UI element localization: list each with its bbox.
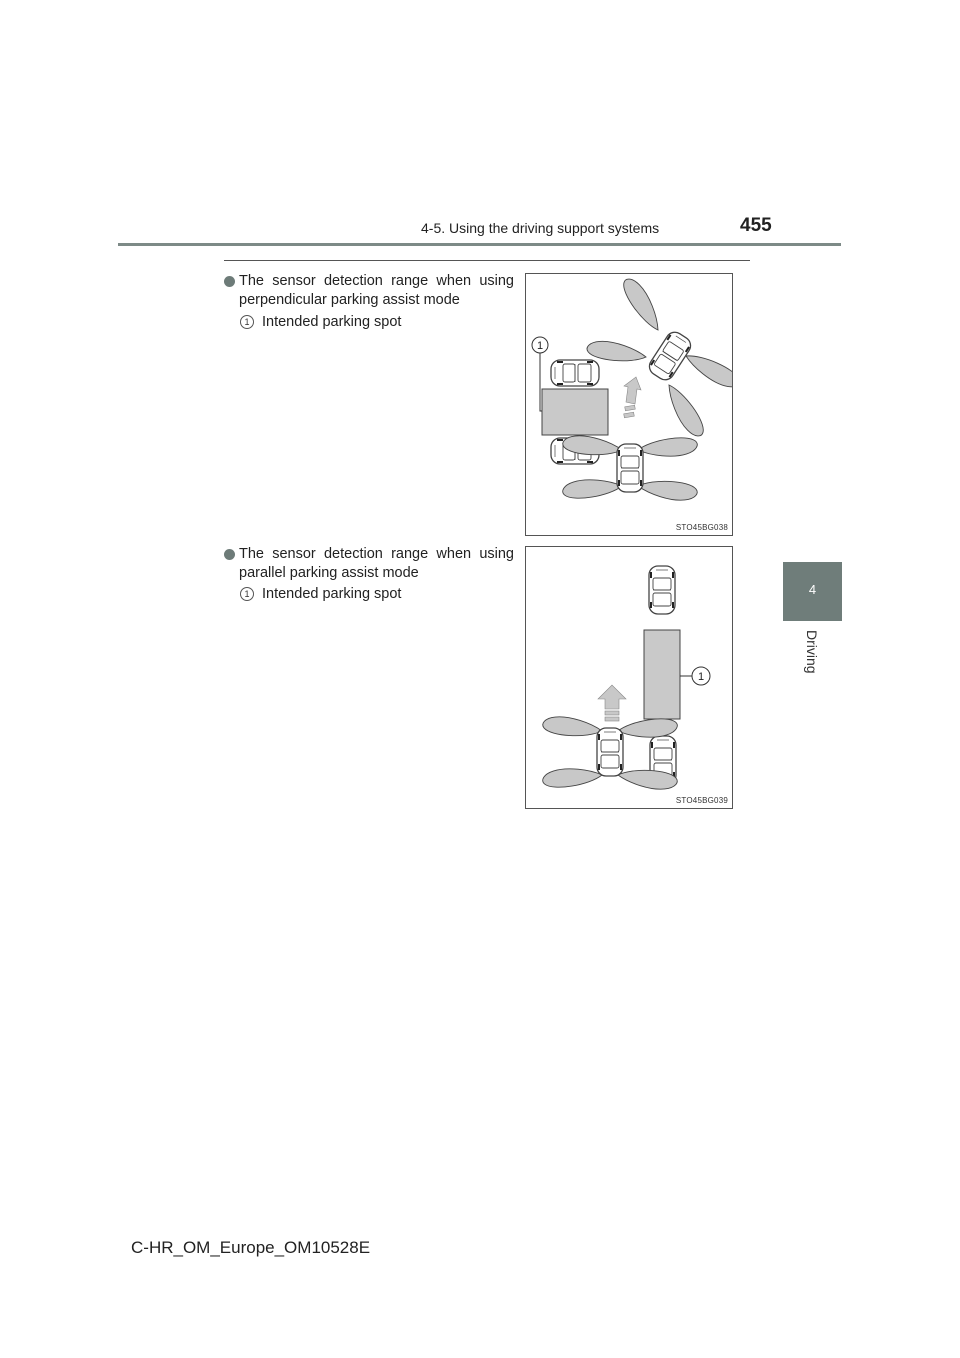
own-vehicle — [597, 728, 623, 776]
own-vehicle — [617, 444, 643, 492]
figure-perpendicular — [525, 273, 733, 536]
header-rule — [118, 243, 841, 246]
bullet-perpendicular — [224, 272, 514, 310]
section-header-title: 4-5. Using the driving support systems — [421, 220, 660, 236]
direction-arrow-icon — [624, 377, 641, 418]
list-item — [240, 586, 401, 602]
chapter-label: Driving — [804, 630, 820, 674]
bullet-dot-icon — [224, 549, 235, 560]
figure-code: STO45BG039 — [675, 796, 728, 805]
figure-code: STO45BG038 — [675, 523, 728, 532]
figure-parallel — [525, 546, 733, 809]
item-number-icon: 1 — [240, 315, 254, 329]
bullet-text: The sensor detection range when using perpendicular parking assist mode — [239, 273, 514, 308]
perpendicular-diagram — [526, 274, 732, 535]
intended-parking-spot — [542, 389, 608, 435]
item-number-icon: 1 — [240, 587, 254, 601]
bullet-parallel — [224, 545, 514, 583]
intended-parking-spot — [644, 630, 680, 719]
bullet-dot-icon — [224, 276, 235, 287]
bullet-text: The sensor detection range when using parallel parking assist mode — [239, 546, 514, 581]
callout-label: 1 — [697, 671, 705, 683]
chapter-tab — [783, 562, 842, 621]
parallel-diagram — [526, 547, 732, 808]
footer-document-id: C-HR_OM_Europe_OM10528E — [131, 1238, 371, 1257]
callout-label: 1 — [536, 340, 544, 352]
list-item — [240, 314, 401, 330]
chapter-number: 4 — [808, 582, 817, 597]
sensor-lobes — [562, 275, 732, 502]
parked-car — [551, 360, 599, 386]
content-rule — [224, 260, 750, 261]
item-text: Intended parking spot — [262, 314, 402, 330]
item-text: Intended parking spot — [262, 586, 402, 602]
direction-arrow-icon — [598, 685, 626, 721]
page-number: 455 — [740, 215, 772, 236]
parked-car — [649, 566, 675, 614]
